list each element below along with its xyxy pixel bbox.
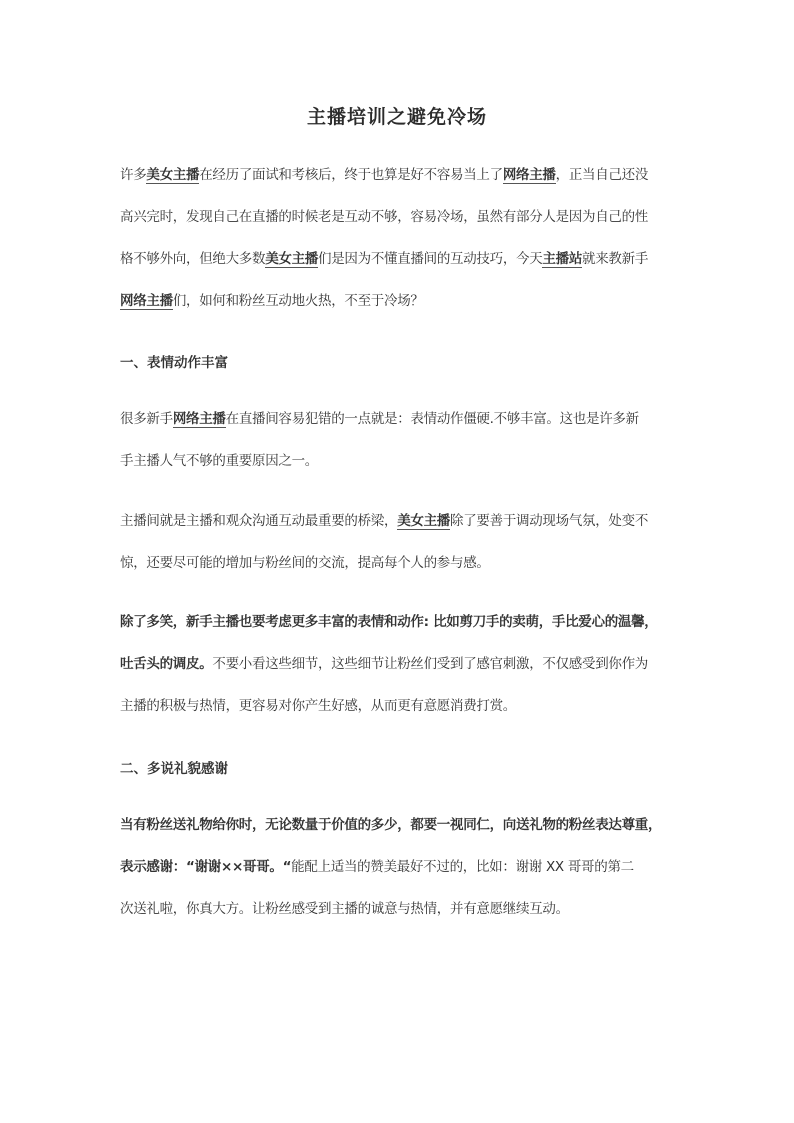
text-run: 主播间就是主播和观众沟通互动最重要的桥梁， bbox=[120, 513, 398, 529]
keyword-link-meinv-zhubo[interactable]: 美女主播 bbox=[265, 251, 319, 267]
page-title: 主播培训之避免冷场 bbox=[306, 106, 487, 128]
text-line: 当有粉丝送礼物给你时，无论数量于价值的多少，都要一视同仁，向送礼物的粉丝表达尊重， bbox=[120, 817, 662, 833]
section2-paragraph-1 bbox=[120, 804, 676, 930]
keyword-link-wangluo-zhubo[interactable]: 网络主播 bbox=[120, 293, 173, 309]
section-heading-1: 一、表情动作丰富 bbox=[120, 355, 228, 371]
section-heading-2: 二、多说礼貌感谢 bbox=[120, 761, 228, 777]
text-run: 不要小看这些细节，这些细节让粉丝们受到了感官刺激，不仅感受到你作为 bbox=[212, 656, 649, 672]
keyword-link-wangluo-zhubo[interactable]: 网络主播 bbox=[502, 167, 556, 183]
text-run: 很多新手 bbox=[120, 411, 173, 427]
text-run: 在直播间容易犯错的一点就是：表情动作僵硬.不够丰富。这也是许多新 bbox=[225, 411, 639, 427]
text-line bbox=[120, 238, 676, 280]
text-line bbox=[120, 398, 676, 440]
intro-paragraph bbox=[120, 154, 676, 322]
section1-paragraph-2 bbox=[120, 500, 676, 584]
text-run: 格不够外向，但绝大多数 bbox=[120, 251, 266, 267]
keyword-link-wangluo-zhubo[interactable]: 网络主播 bbox=[172, 411, 226, 427]
text-run: ，正当自己还没 bbox=[555, 167, 649, 183]
keyword-link-meinv-zhubo[interactable]: 美女主播 bbox=[146, 167, 200, 183]
text-run: 就来教新手 bbox=[582, 251, 649, 267]
text-run: 在经历了面试和考核后，终于也算是好不容易当上了 bbox=[199, 167, 503, 183]
section1-paragraph-3 bbox=[120, 601, 676, 727]
text-run-bold: 吐舌头的调皮。 bbox=[120, 656, 213, 672]
text-line bbox=[120, 846, 676, 888]
text-line bbox=[120, 500, 676, 542]
text-run: 除了要善于调动现场气氛，处变不 bbox=[450, 513, 649, 529]
text-run: 们是因为不懂直播间的互动技巧，今天 bbox=[318, 251, 543, 267]
text-run-bold: 表示感谢：“谢谢××哥哥。“ bbox=[120, 859, 292, 875]
section1-paragraph-1 bbox=[120, 398, 676, 482]
text-run: 们，如何和粉丝互动地火热，不至于冷场？ bbox=[172, 293, 424, 309]
keyword-link-zhubo-zhan[interactable]: 主播站 bbox=[542, 251, 583, 267]
text-line: 次送礼啦，你真大方。让粉丝感受到主播的诚意与热情，并有意愿继续互动。 bbox=[120, 901, 569, 917]
text-run: 能配上适当的赞美最好不过的，比如：谢谢 XX 哥哥的第二 bbox=[291, 859, 634, 875]
text-line: 主播的积极与热情，更容易对你产生好感，从而更有意愿消费打赏。 bbox=[120, 698, 516, 714]
text-line: 惊，还要尽可能的增加与粉丝间的交流，提高每个人的参与感。 bbox=[120, 555, 490, 571]
text-line: 手主播人气不够的重要原因之一。 bbox=[120, 453, 318, 469]
text-run: 许多 bbox=[120, 167, 147, 183]
text-line: 除了多笑，新手主播也要考虑更多丰富的表情和动作: 比如剪刀手的卖萌，手比爱心的温馨， bbox=[120, 614, 658, 630]
text-line: 高兴完时，发现自己在直播的时候老是互动不够，容易冷场，虽然有部分人是因为自己的性 bbox=[120, 209, 648, 225]
text-line bbox=[120, 280, 676, 322]
text-line bbox=[120, 154, 676, 196]
keyword-link-meinv-zhubo[interactable]: 美女主播 bbox=[397, 513, 451, 529]
text-line bbox=[120, 643, 676, 685]
